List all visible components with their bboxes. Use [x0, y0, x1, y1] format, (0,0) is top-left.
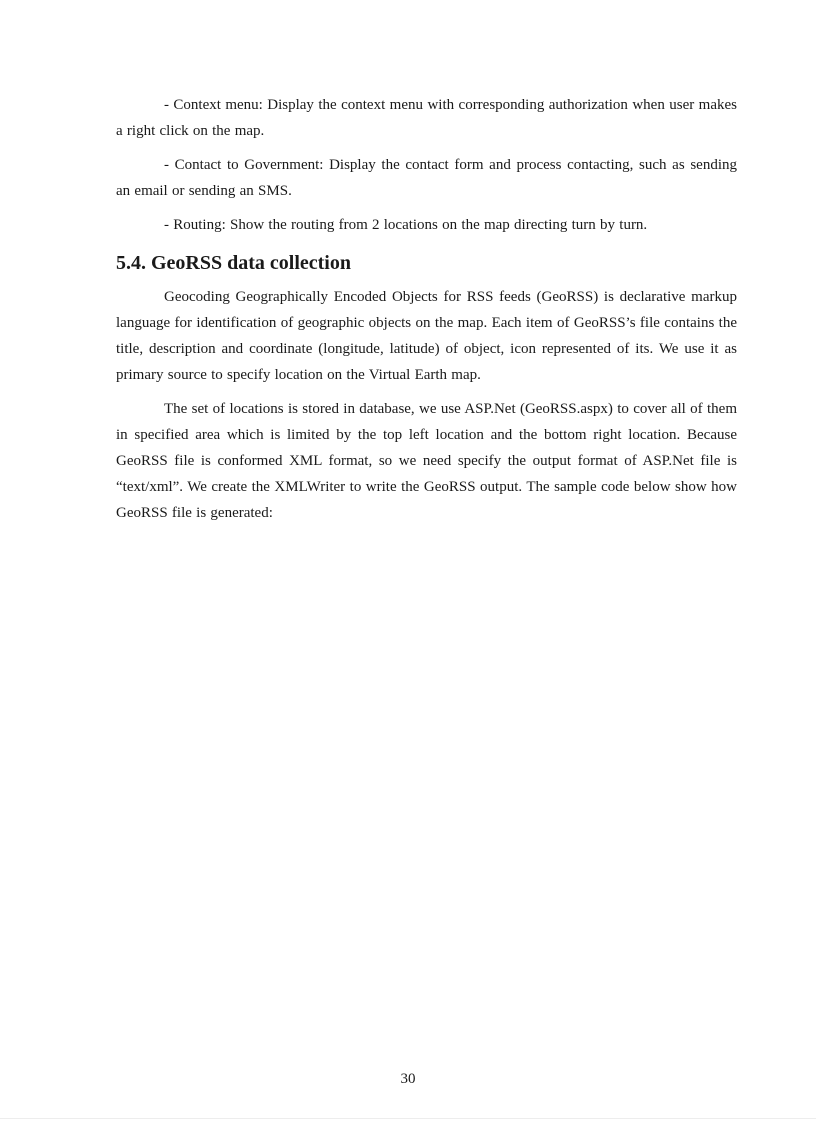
page-number: 30 [400, 1071, 416, 1087]
page-body [116, 92, 737, 534]
page-bottom-edge [0, 1118, 816, 1119]
feature-list [116, 92, 737, 238]
georss-generation-paragraph: The set of locations is stored in database, we use ASP.Net (GeoRSS.aspx) to cover all of them in specified area which is limited by the top left location and the bottom right location. Because GeoRSS file is conformed XML format, so we need specify the output format of ASP.Net file is “text/xml”. We create the XMLWriter to write the GeoRSS output. The sample code below show how GeoRSS file is generated: [116, 401, 737, 521]
context-menu-item: - Context menu: Display the context menu with corresponding authorization when user makes a right click on the map. [116, 97, 737, 139]
georss-definition-paragraph: Geocoding Geographically Encoded Objects for RSS feeds (GeoRSS) is declarative markup language for identification of geographic objects on the map. Each item of GeoRSS’s file contains the title, description and coordinate (longitude, latitude) of object, icon represented of its. We use it as primary source to specify location on the Virtual Earth map. [116, 289, 737, 383]
contact-government-item: - Contact to Government: Display the contact form and process contacting, such as sending an email or sending an SMS. [116, 157, 737, 199]
section-heading: 5.4. GeoRSS data collection [116, 252, 351, 274]
routing-item: - Routing: Show the routing from 2 locations on the map directing turn by turn. [164, 217, 648, 233]
